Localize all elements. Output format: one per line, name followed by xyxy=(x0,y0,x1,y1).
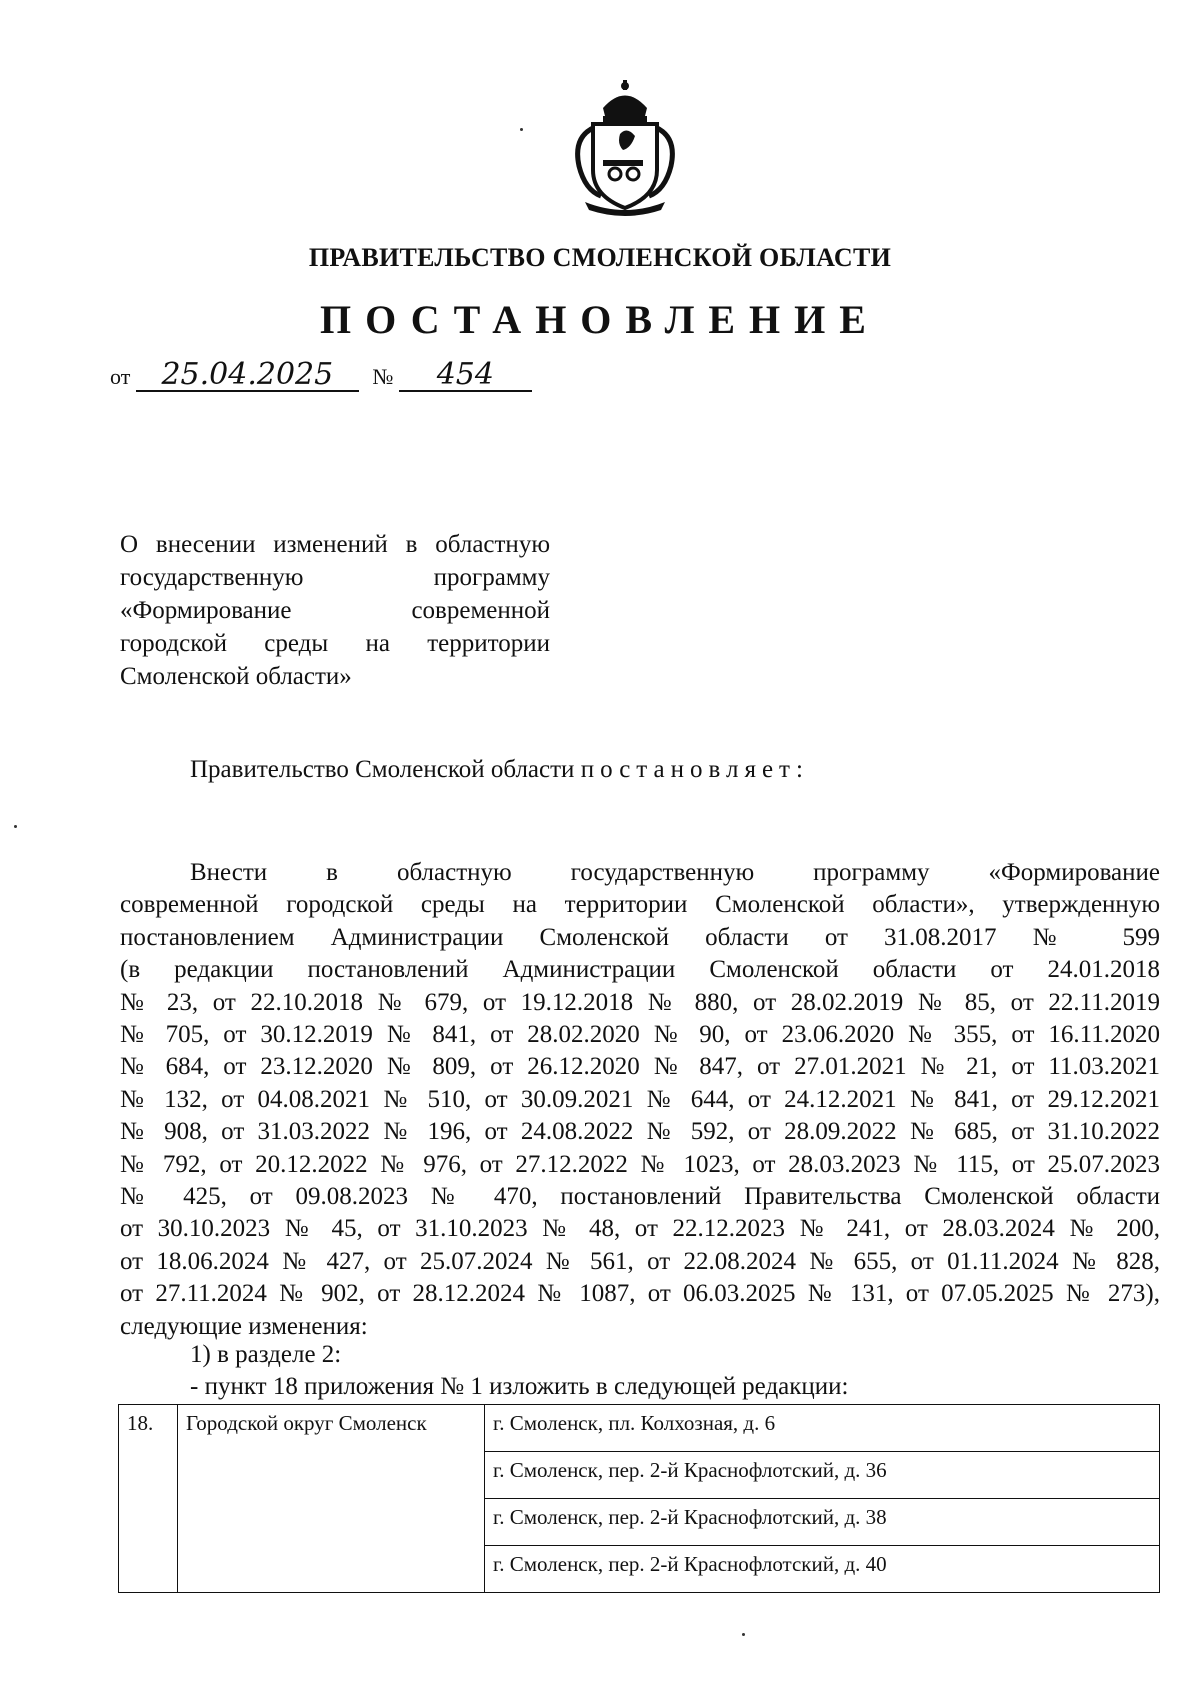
number-label: № xyxy=(372,364,394,389)
address-cell: г. Смоленск, пер. 2-й Краснофлотский, д. 38 xyxy=(485,1499,1160,1546)
body-line: постановлением Администрации Смоленской области от 31.08.2017 № 599 xyxy=(120,923,1160,951)
scan-speck xyxy=(520,128,523,131)
body-line: современной городской среды на территории Смоленской области», утвержденную xyxy=(120,891,1160,919)
table-row xyxy=(119,1405,1160,1452)
subject-line: государственную программу xyxy=(120,564,550,591)
document-type-title: ПОСТАНОВЛЕНИЕ xyxy=(320,297,880,342)
document-subject xyxy=(120,528,550,693)
decree-statement xyxy=(190,756,809,784)
address-cell: г. Смоленск, пер. 2-й Краснофлотский, д. 36 xyxy=(485,1452,1160,1499)
smolensk-coat-of-arms-icon xyxy=(565,78,685,218)
body-line: № 705, от 30.12.2019 № 841, от 28.02.2020 № 90, от 23.06.2020 № 355, от 16.11.2020 xyxy=(120,1021,1160,1049)
subject-line: Смоленской области» xyxy=(120,663,352,690)
body-line: Внести в областную государственную программу «Формирование xyxy=(190,859,1160,886)
date-from-label: от xyxy=(110,364,131,389)
address-cell: г. Смоленск, пл. Колхозная, д. 6 xyxy=(485,1405,1160,1452)
body-line: № 425, от 09.08.2023 № 470, постановлений Правительства Смоленской области xyxy=(120,1183,1160,1211)
item-point-18: - пункт 18 приложения № 1 изложить в следующей редакции: xyxy=(190,1373,849,1400)
handwritten-date: 25.04.2025 xyxy=(136,360,359,392)
scan-speck xyxy=(742,1633,745,1636)
address-table xyxy=(118,1404,1160,1593)
body-paragraph xyxy=(120,857,1160,1343)
subject-line: городской среды на территории xyxy=(120,630,550,657)
body-line: от 18.06.2024 № 427, от 25.07.2024 № 561, от 22.08.2024 № 655, от 01.11.2024 № 828, xyxy=(120,1247,1160,1275)
decree-verb: постановляет: xyxy=(580,756,809,783)
item-section-2: 1) в разделе 2: xyxy=(190,1341,342,1368)
date-number-line xyxy=(110,357,532,392)
body-line: от 30.10.2023 № 45, от 31.10.2023 № 48, от 22.12.2023 № 241, от 28.03.2024 № 200, xyxy=(120,1215,1160,1243)
body-line: № 792, от 20.12.2022 № 976, от 27.12.2022 № 1023, от 28.03.2023 № 115, от 25.07.2023 xyxy=(120,1150,1160,1178)
scan-speck xyxy=(14,825,17,828)
municipality-cell: Городской округ Смоленск xyxy=(178,1405,485,1593)
body-line: от 27.11.2024 № 902, от 28.12.2024 № 1087, от 06.03.2025 № 131, от 07.05.2025 № 273), xyxy=(120,1280,1160,1308)
body-line: № 684, от 23.12.2020 № 809, от 26.12.2020 № 847, от 27.01.2021 № 21, от 11.03.2021 xyxy=(120,1053,1160,1081)
address-cell: г. Смоленск, пер. 2-й Краснофлотский, д. 40 xyxy=(485,1546,1160,1593)
body-line: следующие изменения: xyxy=(120,1312,368,1340)
body-line: № 132, от 04.08.2021 № 510, от 30.09.2021 № 644, от 24.12.2021 № 841, от 29.12.2021 xyxy=(120,1085,1160,1113)
government-title: ПРАВИТЕЛЬСТВО СМОЛЕНСКОЙ ОБЛАСТИ xyxy=(308,243,892,272)
body-line: № 908, от 31.03.2022 № 196, от 24.08.2022 № 592, от 28.09.2022 № 685, от 31.10.2022 xyxy=(120,1118,1160,1146)
subject-line: «Формирование современной xyxy=(120,597,550,624)
body-line: (в редакции постановлений Администрации Смоленской области от 24.01.2018 xyxy=(120,956,1160,984)
row-number-cell: 18. xyxy=(119,1405,178,1593)
decree-subject: Правительство Смоленской области xyxy=(190,756,575,783)
subject-line: О внесении изменений в областную xyxy=(120,531,550,558)
handwritten-number: 454 xyxy=(399,360,532,392)
body-line: № 23, от 22.10.2018 № 679, от 19.12.2018 № 880, от 28.02.2019 № 85, от 22.11.2019 xyxy=(120,988,1160,1016)
